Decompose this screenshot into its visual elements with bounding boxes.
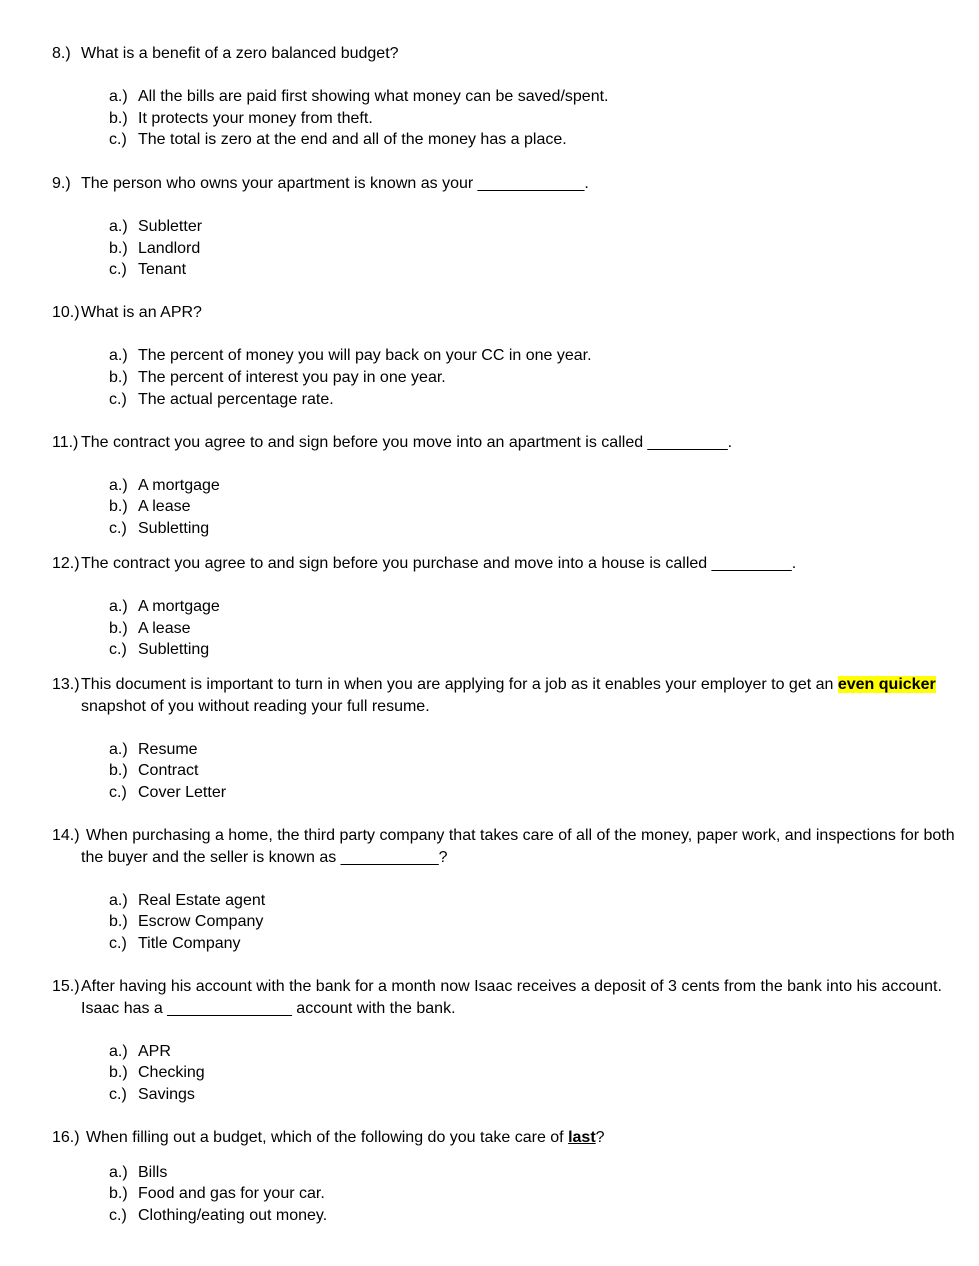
- option-label: a.): [109, 218, 128, 235]
- option-text: Resume: [138, 741, 198, 758]
- question-number: 15.): [52, 978, 80, 995]
- question-text: What is an APR?: [81, 304, 202, 321]
- question-number: 12.): [52, 555, 80, 572]
- option-text: Clothing/eating out money.: [138, 1207, 328, 1224]
- question-text: The contract you agree to and sign before you purchase and move into a house is called _________.: [81, 555, 797, 572]
- option-label: b.): [109, 913, 128, 930]
- option-label: b.): [109, 620, 128, 637]
- question-text: The person who owns your apartment is known as your ____________.: [81, 175, 589, 192]
- option-text: All the bills are paid first showing what money can be saved/spent.: [138, 88, 609, 105]
- option-label: b.): [109, 498, 128, 515]
- option-label: a.): [109, 892, 128, 909]
- question-text-continued: the buyer and the seller is known as ___________?: [81, 849, 448, 866]
- option-label: a.): [109, 88, 128, 105]
- option-label: c.): [109, 131, 127, 148]
- option-label: b.): [109, 369, 128, 386]
- question-number: 9.): [52, 175, 71, 192]
- option-text: Subletter: [138, 218, 203, 235]
- question-text: The contract you agree to and sign before you move into an apartment is called _________.: [81, 434, 733, 451]
- option-label: c.): [109, 784, 127, 801]
- option-label: a.): [109, 347, 128, 364]
- option-text: The percent of interest you pay in one year.: [138, 369, 446, 386]
- option-label: c.): [109, 1086, 127, 1103]
- option-label: a.): [109, 1043, 128, 1060]
- option-label: b.): [109, 110, 128, 127]
- question-text-continued: snapshot of you without reading your full resume.: [81, 698, 430, 715]
- question-text: When purchasing a home, the third party company that takes care of all of the money, paper work, and inspections for both: [86, 827, 955, 844]
- option-text: Checking: [138, 1064, 205, 1081]
- question-number: 10.): [52, 304, 80, 321]
- question-text-part: When filling out a budget, which of the following do you take care of: [86, 1129, 569, 1146]
- question-number: 8.): [52, 45, 71, 62]
- question-text-part: This document is important to turn in when you are applying for a job as it enables your employer to get an: [81, 676, 838, 693]
- option-label: c.): [109, 935, 127, 952]
- option-text: Subletting: [138, 520, 210, 537]
- option-label: c.): [109, 391, 127, 408]
- option-text: Savings: [138, 1086, 195, 1103]
- option-label: c.): [109, 261, 127, 278]
- option-text: Escrow Company: [138, 913, 264, 930]
- option-text: APR: [138, 1043, 171, 1060]
- option-text: Contract: [138, 762, 199, 779]
- option-label: c.): [109, 520, 127, 537]
- option-label: a.): [109, 598, 128, 615]
- option-label: a.): [109, 741, 128, 758]
- option-label: c.): [109, 641, 127, 658]
- option-text: Subletting: [138, 641, 210, 658]
- option-text: It protects your money from theft.: [138, 110, 373, 127]
- question-number: 14.): [52, 827, 80, 844]
- question-text: What is a benefit of a zero balanced budget?: [81, 45, 399, 62]
- option-label: a.): [109, 477, 128, 494]
- option-label: b.): [109, 240, 128, 257]
- question-number: 16.): [52, 1129, 80, 1146]
- option-text: Title Company: [138, 935, 241, 952]
- emphasized-word: last: [568, 1129, 596, 1146]
- option-text: Food and gas for your car.: [138, 1185, 325, 1202]
- question-number: 13.): [52, 676, 80, 693]
- option-label: b.): [109, 1064, 128, 1081]
- option-label: c.): [109, 1207, 127, 1224]
- option-text: Bills: [138, 1164, 168, 1181]
- option-label: b.): [109, 1185, 128, 1202]
- option-text: A lease: [138, 620, 191, 637]
- question-text: After having his account with the bank for a month now Isaac receives a deposit of 3 cents from the bank into his account.: [81, 978, 942, 995]
- option-text: The actual percentage rate.: [138, 391, 334, 408]
- option-text: Real Estate agent: [138, 892, 266, 909]
- option-text: Cover Letter: [138, 784, 227, 801]
- option-text: Landlord: [138, 240, 201, 257]
- option-text: A mortgage: [138, 477, 220, 494]
- option-label: b.): [109, 762, 128, 779]
- question-text-continued: Isaac has a ______________ account with the bank.: [81, 1000, 456, 1017]
- question-number: 11.): [52, 434, 79, 451]
- question-text: [86, 1128, 605, 1148]
- option-label: a.): [109, 1164, 128, 1181]
- option-text: A mortgage: [138, 598, 220, 615]
- question-text-part: ?: [595, 1129, 605, 1146]
- option-text: A lease: [138, 498, 191, 515]
- question-text: [81, 675, 936, 695]
- highlighted-phrase: even quicker: [837, 676, 936, 693]
- option-text: Tenant: [138, 261, 187, 278]
- option-text: The percent of money you will pay back on your CC in one year.: [138, 347, 592, 364]
- option-text: The total is zero at the end and all of the money has a place.: [138, 131, 567, 148]
